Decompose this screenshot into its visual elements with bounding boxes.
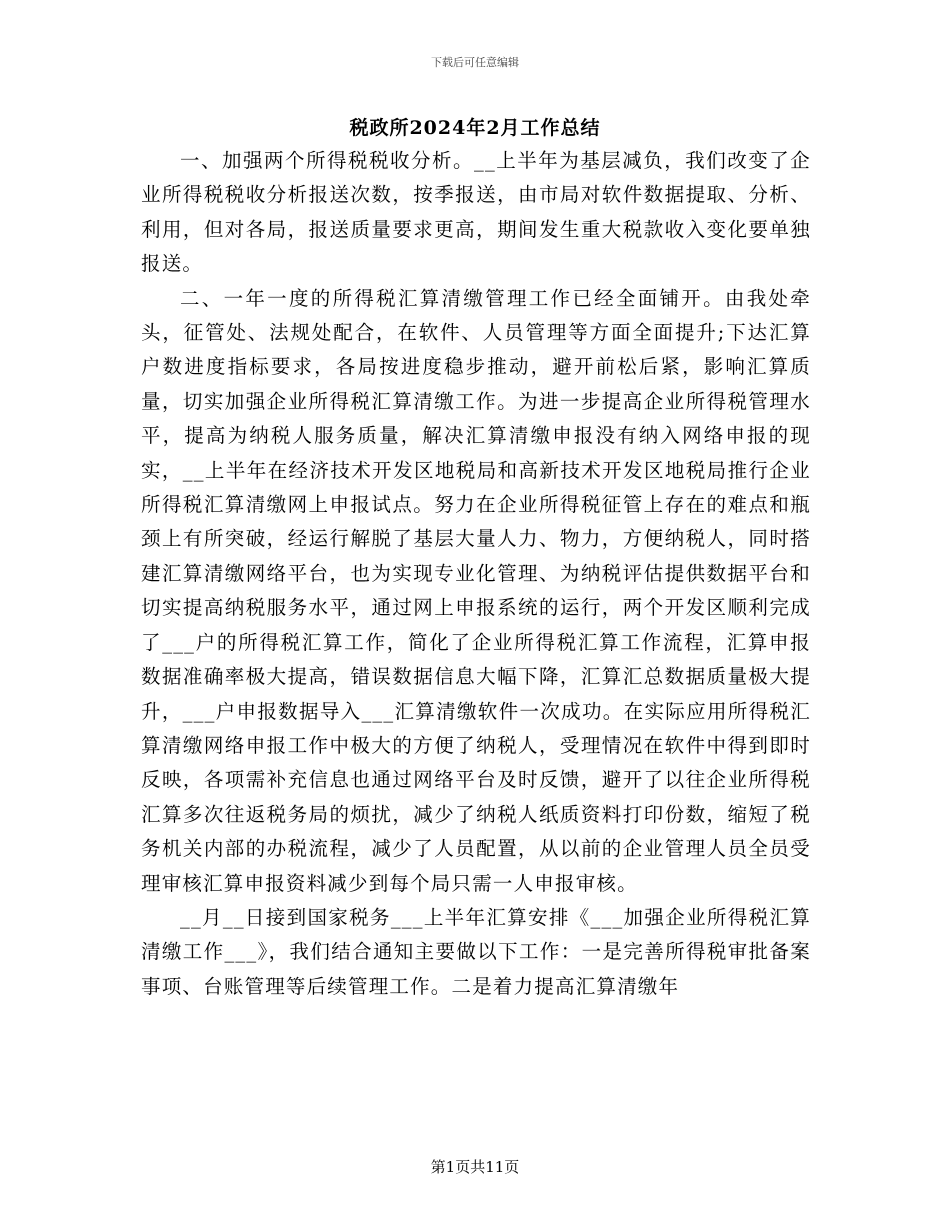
document-body bbox=[141, 144, 811, 1004]
page-footer: 第1页共11页 bbox=[430, 1158, 520, 1176]
document-title: 税政所2024年2月工作总结 bbox=[349, 117, 601, 139]
paragraph-1: 一、加强两个所得税税收分析。__上半年为基层减负，我们改变了企业所得税税收分析报送次数，按季报送，由市局对软件数据提取、分析、利用，但对各局，报送质量要求更高，期间发生重大税款收入变化要单独报送。 bbox=[141, 149, 811, 276]
paragraph-2: 二、一年一度的所得税汇算清缴管理工作已经全面铺开。由我处牵头，征管处、法规处配合，在软件、人员管理等方面全面提升;下达汇算户数进度指标要求，各局按进度稳步推动，避开前松后紧，影响汇算质量，切实加强企业所得税汇算清缴工作。为进一步提高企业所得税管理水平，提高为纳税人服务质量，解决汇算清缴申报没有纳入网络申报的现实，__上半年在经济技术开发区地税局和高新技术开发区地税局推行企业所得税汇算清缴网上申报试点。努力在企业所得税征管上存在的难点和瓶颈上有所突破，经运行解脱了基层大量人力、物力，方便纳税人，同时搭建汇算清缴网络平台，也为实现专业化管理、为纳税评估提供数据平台和切实提高纳税服务水平，通过网上申报系统的运行，两个开发区顺利完成了___户的所得税汇算工作，简化了企业所得税汇算工作流程，汇算申报数据准确率极大提高，错误数据信息大幅下降，汇算汇总数据质量极大提升，___户申报数据导入___汇算清缴软件一次成功。在实际应用所得税汇算清缴网络申报工作中极大的方便了纳税人，受理情况在软件中得到即时反映，各项需补充信息也通过网络平台及时反馈，避开了以往企业所得税汇算多次往返税务局的烦扰，减少了纳税人纸质资料打印份数，缩短了税务机关内部的办税流程，减少了人员配置，从以前的企业管理人员全员受理审核汇算申报资料减少到每个局只需一人申报审核。 bbox=[141, 286, 811, 895]
page-header: 下载后可任意编辑 bbox=[431, 56, 519, 69]
paragraph-3: __月__日接到国家税务___上半年汇算安排《___加强企业所得税汇算清缴工作___》，我们结合通知主要做以下工作：一是完善所得税审批备案事项、台账管理等后续管理工作。二是着力提高汇算清缴年 bbox=[141, 905, 811, 998]
